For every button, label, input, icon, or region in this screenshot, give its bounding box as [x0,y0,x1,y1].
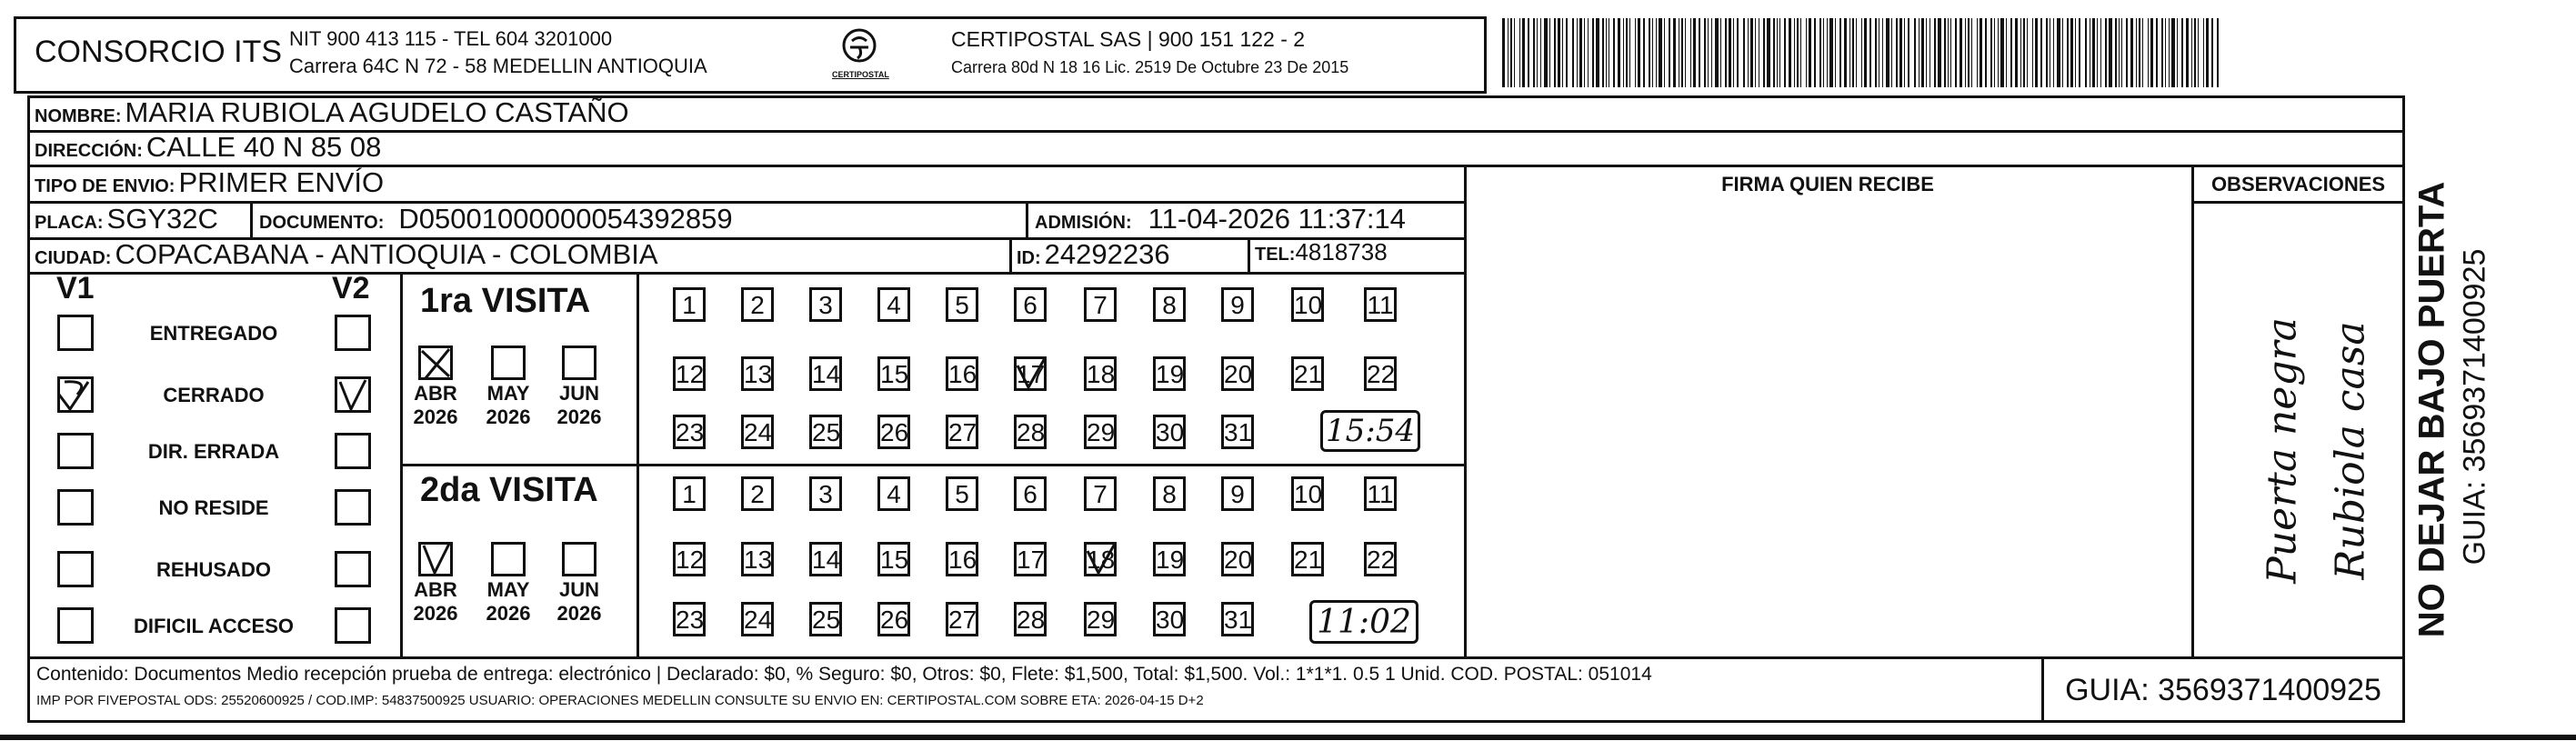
second-visit-day-21[interactable]: 21 [1291,542,1324,576]
first-visit-month-checkbox-abr[interactable] [418,345,453,380]
barcode [1502,18,2230,87]
first-visit-day-30[interactable]: 30 [1153,415,1186,449]
second-visit-day-4[interactable]: 4 [877,476,910,511]
first-visit-day-13[interactable]: 13 [741,356,774,391]
v2-label: V2 [332,271,370,305]
check-mark-icon [1084,542,1117,576]
check-mark-icon [1014,356,1047,391]
second-visit-month-checkbox-jun[interactable] [562,542,596,576]
v1-checkbox-no-reside[interactable] [57,489,94,526]
direccion-row [35,131,381,164]
first-visit-month-checkbox-may[interactable] [491,345,526,380]
ciudad-row [35,238,658,271]
first-visit-day-3[interactable]: 3 [809,287,842,322]
first-visit-day-19[interactable]: 19 [1153,356,1186,391]
first-visit-month-label: MAY 2026 [486,382,531,428]
second-visit-day-16[interactable]: 16 [946,542,978,576]
logo-text: CERTIPOSTAL [832,70,889,79]
id-label: ID: [1017,248,1041,268]
documento-label: DOCUMENTO: [259,213,385,233]
tel-value: 4818738 [1295,238,1388,265]
second-visit-month-checkbox-may[interactable] [491,542,526,576]
first-visit-day-31[interactable]: 31 [1221,415,1254,449]
first-visit-day-10[interactable]: 10 [1291,287,1324,322]
second-visit-month-label: JUN 2026 [556,578,602,625]
v2-checkbox-dir-errada[interactable] [335,433,371,469]
status-label: DIR. ERRADA [147,440,280,463]
first-visit-day-22[interactable]: 22 [1364,356,1397,391]
first-visit-day-12[interactable]: 12 [673,356,706,391]
second-visit-day-5[interactable]: 5 [946,476,978,511]
first-visit-time: 15:54 [1320,410,1420,452]
second-visit-day-13[interactable]: 13 [741,542,774,576]
status-label: DIFICIL ACCESO [133,615,294,637]
first-visit-month-label: JUN 2026 [556,382,602,428]
check-mark-icon [418,345,453,380]
observation-line-2: Rubiola casa [2327,321,2374,580]
tipo-envio-value: PRIMER ENVÍO [178,166,385,198]
observaciones-header: OBSERVACIONES [2210,173,2386,195]
v1-checkbox-rehusado[interactable] [57,551,94,587]
ciudad-value: COPACABANA - ANTIOQUIA - COLOMBIA [115,238,658,270]
second-visit-day-29[interactable]: 29 [1084,602,1117,636]
id-row [1017,238,1170,271]
v2-checkbox-rehusado[interactable] [335,551,371,587]
company-nit: NIT 900 413 115 - TEL 604 3201000 [289,27,613,50]
observation-line-1: Puerta negra [2259,317,2306,584]
documento-value: D05001000000054392859 [398,203,733,235]
ciudad-label: CIUDAD: [35,248,112,268]
first-visit-month-checkbox-jun[interactable] [562,345,596,380]
second-visit-month-checkbox-abr[interactable] [418,542,453,576]
second-visit-day-10[interactable]: 10 [1291,476,1324,511]
nombre-row [35,96,629,129]
first-visit-day-11[interactable]: 11 [1364,287,1397,322]
first-visit-day-29[interactable]: 29 [1084,415,1117,449]
second-visit-day-17[interactable]: 17 [1014,542,1047,576]
first-visit-day-6[interactable]: 6 [1014,287,1047,322]
footer-guia: GUIA: 3569371400925 [2065,673,2381,707]
second-visit-day-15[interactable]: 15 [877,542,910,576]
v1-label: V1 [56,271,95,305]
status-label: ENTREGADO [149,322,278,345]
first-visit-day-4[interactable]: 4 [877,287,910,322]
carrier-address: Carrera 80d N 18 16 Lic. 2519 De Octubre 23 De 2015 [951,58,1349,76]
second-visit-day-20[interactable]: 20 [1221,542,1254,576]
second-visit-day-28[interactable]: 28 [1014,602,1047,636]
first-visit-day-26[interactable]: 26 [877,415,910,449]
second-visit-month-label: ABR 2026 [413,578,458,625]
id-value: 24292236 [1044,238,1170,270]
status-label: NO RESIDE [158,496,269,519]
placa-label: PLACA: [35,213,104,233]
second-visit-day-23[interactable]: 23 [673,602,706,636]
first-visit-day-27[interactable]: 27 [946,415,978,449]
v2-checkbox-dificil-acceso[interactable] [335,607,371,644]
v1-checkbox-cerrado[interactable] [57,376,94,413]
second-visit-day-6[interactable]: 6 [1014,476,1047,511]
first-visit-day-15[interactable]: 15 [877,356,910,391]
company-name: CONSORCIO ITS [35,35,283,69]
second-visit-day-12[interactable]: 12 [673,542,706,576]
first-visit-day-5[interactable]: 5 [946,287,978,322]
second-visit-day-25[interactable]: 25 [809,602,842,636]
documento-row [259,203,733,235]
company-address: Carrera 64C N 72 - 58 MEDELLIN ANTIOQUIA [289,55,707,77]
second-visit-day-19[interactable]: 19 [1153,542,1186,576]
second-visit-day-24[interactable]: 24 [741,602,774,636]
tel-row [1255,238,1388,266]
first-visit-month-label: ABR 2026 [413,382,458,428]
admision-row [1035,203,1406,235]
second-visit-day-27[interactable]: 27 [946,602,978,636]
status-label: CERRADO [163,384,265,406]
first-visit-day-25[interactable]: 25 [809,415,842,449]
placa-value: SGY32C [106,203,218,235]
second-visit-day-9[interactable]: 9 [1221,476,1254,511]
v1-checkbox-entregado[interactable] [57,315,94,351]
second-visit-day-22[interactable]: 22 [1364,542,1397,576]
carrier-name: CERTIPOSTAL SAS | 900 151 122 - 2 [951,27,1306,51]
firma-header: FIRMA QUIEN RECIBE [1721,173,1934,195]
certipostal-logo-icon [832,25,887,65]
second-visit-day-31[interactable]: 31 [1221,602,1254,636]
first-visit-day-16[interactable]: 16 [946,356,978,391]
status-label: REHUSADO [156,558,271,581]
second-visit-title: 2da VISITA [420,471,598,509]
second-visit-day-26[interactable]: 26 [877,602,910,636]
check-mark-icon [57,376,94,413]
tipo-envio-label: TIPO DE ENVIO: [35,176,175,196]
second-visit-month-label: MAY 2026 [486,578,531,625]
check-mark-icon [335,376,371,413]
nombre-label: NOMBRE: [35,106,122,126]
footer-contenido: Contenido: Documentos Medio recepción prueba de entrega: electrónico | Declarado: $0, % Seguro: $0, Otros: $0, Flete: $1,500, Total: $1,500. Vol.: 1*1*1. 0.5 1 Unid. COD. POSTAL: 051014 [36,664,1652,685]
first-visit-day-24[interactable]: 24 [741,415,774,449]
first-visit-day-18[interactable]: 18 [1084,356,1117,391]
side-warning: NO DEJAR BAJO PUERTA [2411,181,2452,638]
v1-checkbox-dificil-acceso[interactable] [57,607,94,644]
tel-label: TEL: [1255,245,1296,265]
direccion-label: DIRECCIÓN: [35,141,143,161]
check-mark-icon [418,542,453,576]
nombre-value: MARIA RUBIOLA AGUDELO CASTAÑO [125,96,629,128]
v2-checkbox-entregado[interactable] [335,315,371,351]
second-visit-day-14[interactable]: 14 [809,542,842,576]
second-visit-day-3[interactable]: 3 [809,476,842,511]
first-visit-day-1[interactable]: 1 [673,287,706,322]
v2-checkbox-no-reside[interactable] [335,489,371,526]
tipo-envio-row [35,166,384,199]
second-visit-day-1[interactable]: 1 [673,476,706,511]
first-visit-day-28[interactable]: 28 [1014,415,1047,449]
second-visit-day-18[interactable]: 18 [1084,542,1117,576]
first-visit-day-20[interactable]: 20 [1221,356,1254,391]
admision-label: ADMISIÓN: [1035,213,1132,233]
first-visit-day-7[interactable]: 7 [1084,287,1117,322]
second-visit-day-11[interactable]: 11 [1364,476,1397,511]
certipostal-logo [832,25,887,82]
first-visit-day-17[interactable]: 17 [1014,356,1047,391]
second-visit-day-7[interactable]: 7 [1084,476,1117,511]
side-guia: GUIA: 3569371400925 [2457,248,2492,566]
first-visit-day-21[interactable]: 21 [1291,356,1324,391]
first-visit-day-23[interactable]: 23 [673,415,706,449]
admision-value: 11-04-2026 11:37:14 [1148,203,1406,235]
footer-imp: IMP POR FIVEPOSTAL ODS: 25520600925 / COD.IMP: 54837500925 USUARIO: OPERACIONES MEDELLIN CONSULTE SU ENVIO EN: CERTIPOSTAL.COM SOBRE ETA: 2026-04-15 D+2 [36,693,1204,708]
second-visit-time: 11:02 [1309,600,1418,644]
v1-checkbox-dir-errada[interactable] [57,433,94,469]
first-visit-day-14[interactable]: 14 [809,356,842,391]
first-visit-day-8[interactable]: 8 [1153,287,1186,322]
second-visit-day-8[interactable]: 8 [1153,476,1186,511]
second-visit-day-2[interactable]: 2 [741,476,774,511]
direccion-value: CALLE 40 N 85 08 [145,131,382,163]
first-visit-day-2[interactable]: 2 [741,287,774,322]
placa-row [35,203,218,235]
first-visit-title: 1ra VISITA [420,282,591,320]
second-visit-day-30[interactable]: 30 [1153,602,1186,636]
first-visit-day-9[interactable]: 9 [1221,287,1254,322]
v2-checkbox-cerrado[interactable] [335,376,371,413]
